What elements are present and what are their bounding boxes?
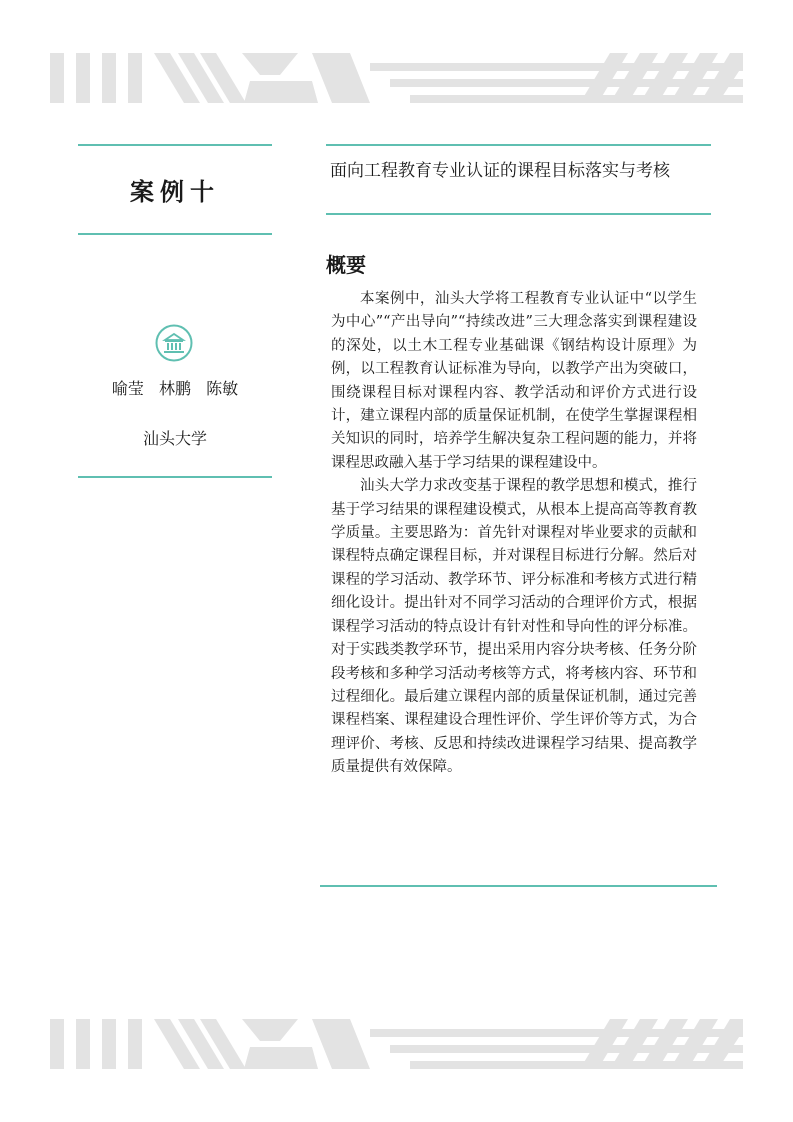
affiliation: 汕头大学 [142,429,207,448]
case-title: 案例十 [130,177,220,206]
bottom-decorative-band [50,1019,743,1069]
sidebar-rule-bottom [78,476,272,478]
title-rule-top [326,144,711,146]
authors: 喻莹 林鹏 陈敏 [111,379,239,398]
abstract-body [331,288,697,780]
abstract-paragraph: 汕头大学力求改变基于课程的教学思想和模式，推行基于学习结果的课程建设模式，从根本上提高高等教育教学质量。主要思路为：首先针对课程对毕业要求的贡献和课程特点确定课程目标，并对课程目标进行分解。然后对课程的学习活动、教学环节、评分标准和考核方式进行精细化设计。提出针对不同学习活动的合理评价方式，根据课程学习活动的特点设计有针对性和导向性的评分标准。对于实践类教学环节，提出采用内容分块考核、任务分阶段考核和多种学习活动考核等方式，将考核内容、环节和过程细化。最后建立课程内部的质量保证机制，通过完善课程档案、课程建设合理性评价、学生评价等方式，为合理评价、考核、反思和持续改进课程学习结果、提高教学质量提供有效保障。 [331,478,697,776]
sidebar-rule-middle [78,233,272,235]
top-decorative-band [50,53,743,103]
sidebar-rule-top [78,144,272,146]
library-building-icon [155,324,193,362]
title-rule-bottom [326,213,711,215]
document-title: 面向工程教育专业认证的课程目标落实与考核 [330,161,670,181]
content-rule-bottom [320,885,717,887]
abstract-paragraph: 本案例中，汕头大学将工程教育专业认证中“以学生为中心”“产出导向”“持续改进”三大理念落实到课程建设的深处，以土木工程专业基础课《钢结构设计原理》为例，以工程教育认证标准为导向，以教学产出为突破口，围绕课程目标对课程内容、教学活动和评价方式进行设计，建立课程内部的质量保证机制，在使学生掌握课程相关知识的同时，培养学生解决复杂工程问题的能力，并将课程思政融入基于学习结果的课程建设中。 [331,291,697,471]
abstract-heading: 概要 [326,253,366,277]
